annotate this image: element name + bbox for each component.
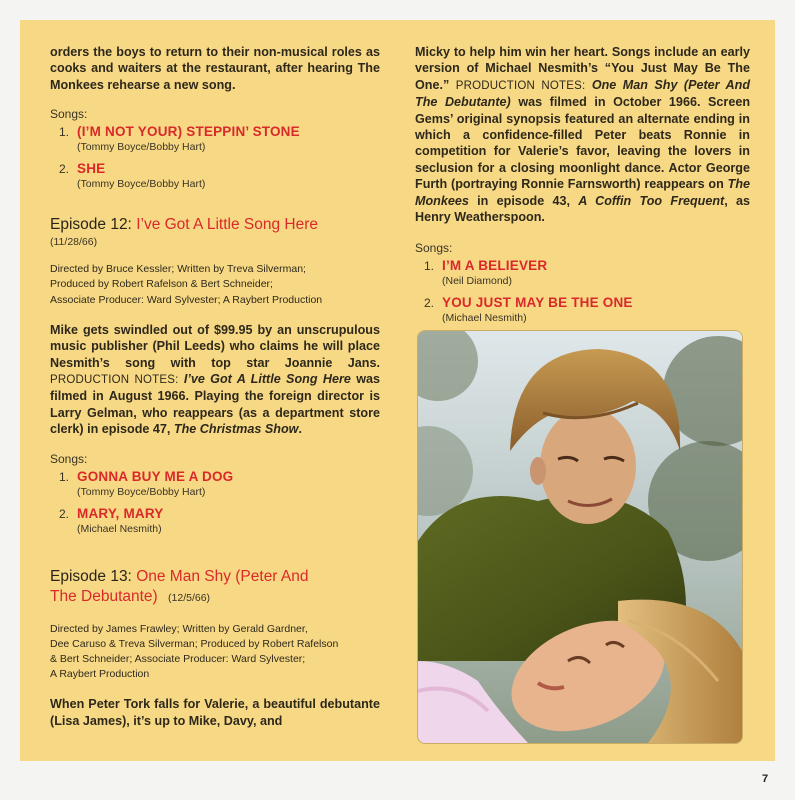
song-title: GONNA BUY ME A DOG [77, 468, 234, 484]
song-title: (I’M NOT YOUR) STEPPIN’ STONE [77, 124, 300, 140]
synopsis-text: in episode 43, [477, 193, 570, 208]
episode-synopsis-continued [415, 44, 750, 225]
production-notes-label: PRODUCTION NOTES: [455, 79, 586, 92]
song-number: 2. [423, 296, 434, 311]
episode-title-ref: I’ve Got A Little Song Here [183, 372, 351, 387]
episode-12-section [50, 215, 380, 534]
songs-label: Songs: [415, 241, 453, 256]
synopsis-text: was filmed in October 1966. Screen Gems’ original synopsis featured an alternate ending in which a confidence-filled Peter beats Ronnie in competition for Valerie’s favor, leaving the lovers in seclusion for a closing moonlight dance. Actor George Furth (portraying Ronnie Farnsworth) reappears on [415, 95, 751, 192]
song-list [415, 258, 750, 324]
song-number: 2. [58, 506, 69, 521]
song-credit: (Tommy Boyce/Bobby Hart) [77, 485, 206, 498]
right-column [415, 44, 750, 324]
song-credit: (Neil Diamond) [442, 275, 513, 288]
photo-illustration [418, 331, 742, 743]
episode-photo [418, 331, 742, 743]
song-title: SHE [77, 161, 106, 177]
song-title: I’M A BELIEVER [442, 258, 548, 274]
song-item [50, 469, 380, 498]
song-number: 1. [58, 125, 69, 140]
song-item [50, 161, 380, 190]
episode-title: I’ve Got A Little Song Here [136, 216, 318, 234]
episode-13-songs [415, 241, 750, 324]
episode-title: One Man Shy (Peter And [136, 567, 309, 585]
song-number: 1. [423, 259, 434, 274]
synopsis-text: , as Henry Weatherspoon. [415, 193, 751, 225]
page-number: 7 [762, 773, 769, 785]
episode-ref: The Christmas Show [173, 422, 299, 437]
punctuation: . [298, 422, 302, 437]
episode-synopsis [50, 322, 380, 438]
synopsis-text: Mike gets swindled out of $99.95 by an unscrupulous music publisher (Phil Leeds) who claims he will place Nesmith’s song with top star Joannie Jans. [50, 322, 380, 370]
credits-line: Directed by James Frawley; Written by Gerald Gardner, [50, 622, 308, 635]
song-credit: (Tommy Boyce/Bobby Hart) [77, 178, 206, 191]
song-title: MARY, MARY [77, 505, 164, 521]
episode-date: (11/28/66) [50, 236, 98, 249]
episode-heading [50, 567, 380, 587]
song-credit: (Tommy Boyce/Bobby Hart) [77, 141, 206, 154]
synopsis-text: was filmed in August 1966. Playing the foreign director is Larry Gelman, who reappears (as a department store clerk) in episode 47, [50, 372, 380, 437]
episode-title: The Debutante) [50, 587, 158, 605]
left-column [50, 44, 380, 729]
credits-line: Dee Caruso & Treva Silverman; Produced by Robert Rafelson [50, 637, 339, 650]
episode-ref: A Coffin Too Frequent [578, 193, 725, 208]
production-notes-label: PRODUCTION NOTES: [50, 374, 179, 387]
song-credit: (Michael Nesmith) [442, 312, 527, 325]
episode-heading-line2 [50, 587, 380, 608]
credits-line: Produced by Robert Rafelson & Bert Schneider; [50, 278, 273, 291]
show-title-ref: The Monkees [415, 177, 751, 208]
episode-label: Episode 12: [50, 216, 132, 234]
songs-label: Songs: [50, 451, 88, 466]
episode-12-songs [50, 452, 380, 535]
songs-label: Songs: [50, 107, 88, 122]
song-title: YOU JUST MAY BE THE ONE [442, 295, 633, 311]
song-item [50, 124, 380, 153]
song-credit: (Michael Nesmith) [77, 522, 162, 535]
episode-heading [50, 215, 380, 235]
credits-line: Associate Producer: Ward Sylvester; A Raybert Production [50, 293, 323, 306]
credits-line: Directed by Bruce Kessler; Written by Treva Silverman; [50, 263, 306, 276]
song-item [415, 295, 750, 324]
synopsis-text: Micky to help him win her heart. Songs include an early version of Michael Nesmith’s “You Just May Be The One.” [415, 45, 750, 92]
song-list [50, 469, 380, 535]
episode-label: Episode 13: [50, 567, 132, 585]
song-item [415, 258, 750, 287]
intro-songs-block [50, 107, 380, 190]
episode-date: (12/5/66) [168, 591, 211, 604]
episode-synopsis: When Peter Tork falls for Valerie, a beautiful debutante (Lisa James), it’s up to Mike, Davy, and [50, 697, 380, 728]
credits-line: & Bert Schneider; Associate Producer: Ward Sylvester; [50, 653, 306, 666]
song-item [50, 506, 380, 535]
intro-paragraph: orders the boys to return to their non-musical roles as cooks and waiters at the restaurant, after hearing The Monkees rehearse a new song. [50, 45, 380, 92]
episode-credits [50, 622, 380, 683]
song-number: 1. [58, 469, 69, 484]
episode-title-ref: One Man Shy (Peter And The Debutante) [415, 77, 751, 110]
episode-13-section [50, 567, 380, 730]
song-number: 2. [58, 162, 69, 177]
song-list [50, 124, 380, 190]
episode-credits [50, 262, 380, 308]
credits-line: A Raybert Production [50, 668, 150, 681]
